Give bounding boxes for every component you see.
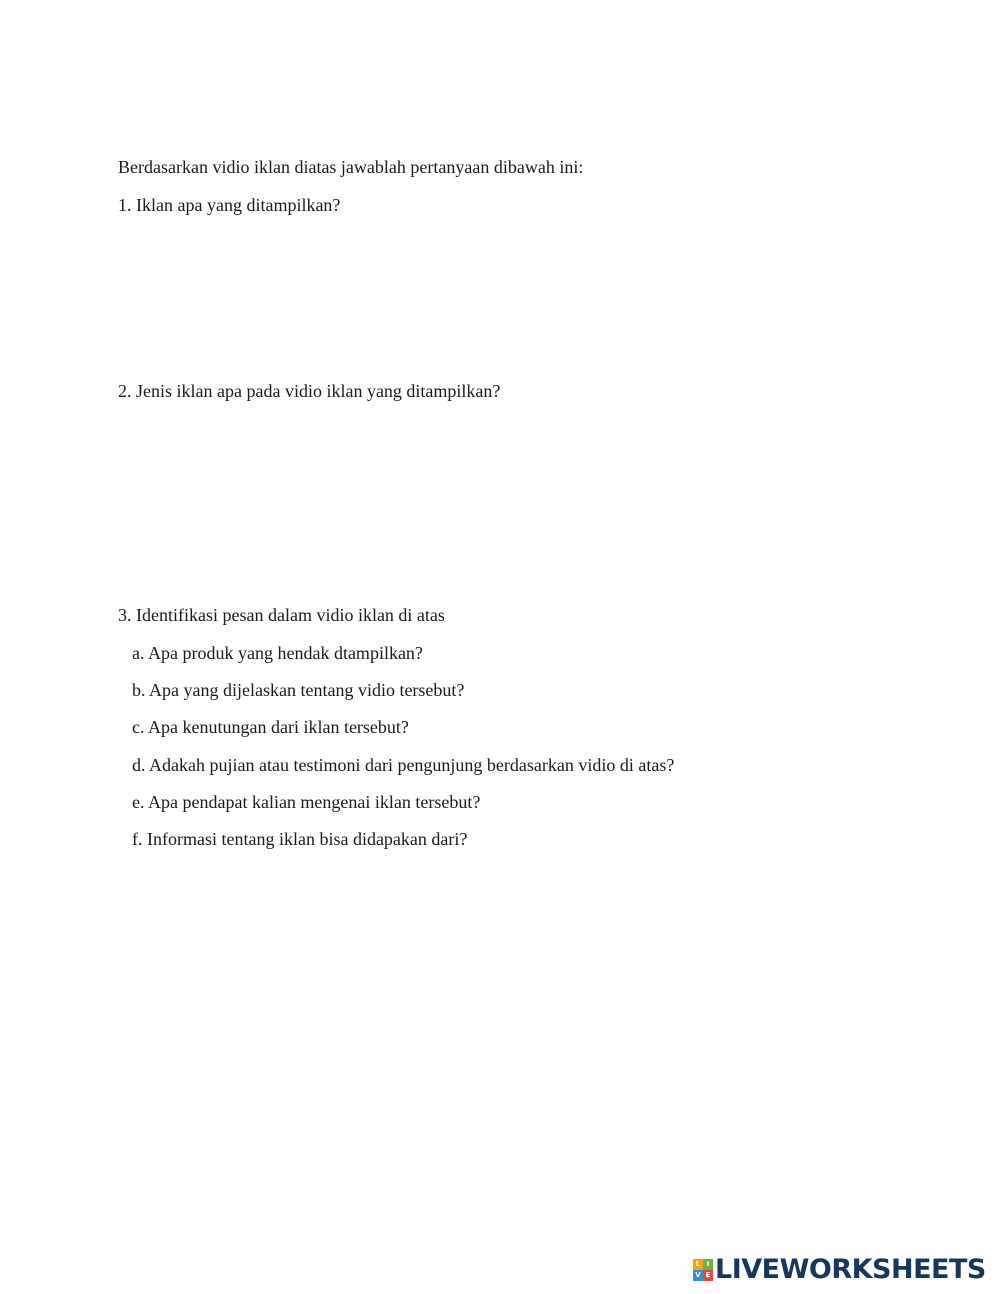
question-3: 3. Identifikasi pesan dalam vidio iklan di atas xyxy=(118,605,445,625)
question-3a: a. Apa produk yang hendak dtampilkan? xyxy=(132,643,423,663)
logo-letter-e: E xyxy=(703,1270,713,1281)
question-3f: f. Informasi tentang iklan bisa didapakan dari? xyxy=(132,829,468,849)
liveworksheets-logo xyxy=(693,1256,986,1284)
logo-letter-v: V xyxy=(693,1270,703,1281)
question-1: 1. Iklan apa yang ditampilkan? xyxy=(118,195,341,215)
question-3d: d. Adakah pujian atau testimoni dari pengunjung berdasarkan vidio di atas? xyxy=(132,755,675,775)
logo-letter-l: L xyxy=(693,1259,703,1270)
liveworksheets-logo-icon xyxy=(693,1259,713,1281)
liveworksheets-logo-text: LIVEWORKSHEETS xyxy=(715,1254,986,1285)
question-3c: c. Apa kenutungan dari iklan tersebut? xyxy=(132,717,409,737)
logo-letter-i: I xyxy=(703,1259,713,1270)
question-3e: e. Apa pendapat kalian mengenai iklan tersebut? xyxy=(132,792,481,812)
instruction-text: Berdasarkan vidio iklan diatas jawablah pertanyaan dibawah ini: xyxy=(118,157,584,177)
question-3b: b. Apa yang dijelaskan tentang vidio tersebut? xyxy=(132,680,465,700)
question-2: 2. Jenis iklan apa pada vidio iklan yang ditampilkan? xyxy=(118,381,501,401)
